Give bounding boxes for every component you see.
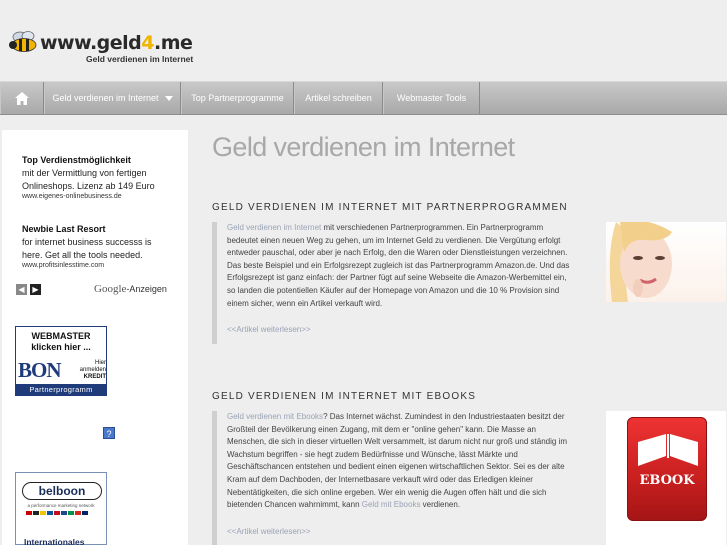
banner-line: WEBMASTER: [31, 331, 91, 341]
article-image[interactable]: [606, 222, 726, 302]
nav-artikel-schreiben[interactable]: [294, 82, 383, 114]
read-more-link[interactable]: <<Artikel weiterlesen>>: [227, 526, 311, 536]
ad-navigation: [16, 283, 176, 297]
article-lead-link[interactable]: Geld verdienen mit Ebooks: [227, 412, 324, 421]
nav-label: Artikel schreiben: [305, 93, 372, 103]
ebook-label: EBOOK: [639, 473, 695, 488]
nav-top-partnerprogramme[interactable]: [181, 82, 294, 114]
text-ad[interactable]: [22, 155, 172, 200]
article-body: mit verschiedenen Partnerprogrammen. Ein Partnerprogramm bedeutet einen neuen Weg zu gehen, um im Internet Geld zu verdienen. Die Vergütung erfolgt entweder pauschal, oder aber je nach Erfolg, den die Waren oder Dienstleistungen verzeichnen. Das beste Beispiel und ein Erfolgsrezept zugleich ist das Partnerprogramm Amazon.de. Und das Erfolgsrezept ist ganz einfach: der Partner fügt auf seine Webseite die Amazon-Werbemittel ein, so landen die potentiellen Käufer auf der Homepage von Amazon und die 10 % Provision sind einem sicher, wenn ein Artikel verkauft wird.: [227, 223, 570, 308]
site-name: www.geld4.me: [40, 32, 193, 54]
bee-icon: [8, 30, 42, 54]
site-logo[interactable]: [8, 28, 194, 68]
article-excerpt: [212, 411, 576, 545]
ebook-image[interactable]: [606, 411, 726, 545]
belboon-bottom-text: Internationales: [24, 537, 85, 545]
chevron-down-icon: [165, 96, 173, 101]
page-title: Geld verdienen im Internet: [212, 132, 515, 162]
ad-title[interactable]: Newbie Last Resort: [22, 224, 106, 234]
next-ad-button[interactable]: ▶: [30, 284, 41, 295]
prev-ad-button[interactable]: ◀: [16, 284, 27, 295]
ad-url[interactable]: www.profitsinlesstime.com: [22, 262, 105, 269]
help-icon[interactable]: ?: [103, 427, 115, 439]
nav-home[interactable]: [0, 82, 44, 114]
article-lead-link[interactable]: Geld verdienen im Internet: [227, 223, 322, 232]
nav-label: Geld verdienen im Internet: [52, 93, 159, 103]
bon-kredit-banner[interactable]: [15, 326, 107, 396]
ad-description: for internet business successs is here. Get all the tools needed.: [22, 237, 152, 260]
belboon-logo: belboon: [22, 482, 102, 500]
nav-geld-verdienen[interactable]: [44, 82, 181, 114]
article-body-end: verdienen.: [420, 500, 461, 510]
belboon-subtitle: a performance marketing network: [27, 503, 95, 508]
ebook-icon: [627, 417, 707, 521]
bon-side-text: Hier anmelden KREDIT: [79, 360, 106, 380]
section-heading: GELD VERDIENEN IM INTERNET MIT EBOOKS: [212, 391, 477, 402]
inline-link[interactable]: Geld mit Ebooks: [361, 500, 421, 510]
woman-photo: [606, 222, 726, 302]
flags-icon: [26, 511, 88, 515]
ad-title[interactable]: Top Verdienstmöglichkeit: [22, 155, 131, 165]
site-tagline: Geld verdienen im Internet: [86, 54, 194, 64]
section-heading: GELD VERDIENEN IM INTERNET MIT PARTNERPROGRAMMEN: [212, 202, 568, 213]
article-excerpt: [212, 222, 576, 344]
site-header: [0, 0, 727, 80]
read-more-link[interactable]: <<Artikel weiterlesen>>: [227, 325, 311, 335]
google-ads-label[interactable]: Google-Anzeigen: [94, 283, 167, 295]
bon-brand: BON: [18, 358, 61, 382]
belboon-banner[interactable]: [15, 472, 107, 545]
nav-label: Top Partnerprogramme: [191, 93, 284, 103]
main-content: [196, 115, 727, 545]
ad-url[interactable]: www.eigenes-onlinebusiness.de: [22, 193, 122, 200]
bon-bar: Partnerprogramm: [16, 384, 106, 395]
sidebar: [2, 130, 188, 545]
ad-description: mit der Vermittlung von fertigen Onlineshops. Lizenz ab 149 Euro: [22, 168, 155, 191]
text-ad[interactable]: [22, 224, 172, 269]
nav-label: Webmaster Tools: [396, 93, 467, 103]
nav-webmaster-tools[interactable]: [383, 82, 480, 114]
main-nav: [0, 81, 727, 115]
home-icon: [15, 92, 29, 105]
banner-line: klicken hier ...: [31, 342, 91, 352]
article-body: ? Das Internet wächst. Zumindest in den Industriestaaten besitzt der Großteil der Bevölkerung einen Zugang, mit dem er "online gehen" kann. Die Masse an Menschen, die sich in dieser virtuellen Welt versammelt, ist darum nicht nur groß und ständig im Wachstum begriffen - sie hegt zudem Bedürfnisse und Wünsche, lässt Märkte und Geschäftschancen entstehen und bedient einen eigenen wirtschaftlichen Sektor. Sei es der alte Kram auf dem Dachboden, der Internetbasare verkauft wird oder das Erledigen kleiner Nebentätigkeiten, die sich online ergeben. Wer ein wenig die Augen offen hält und die sich bietenden Chancen wahrnimmt, kann: [227, 412, 567, 510]
